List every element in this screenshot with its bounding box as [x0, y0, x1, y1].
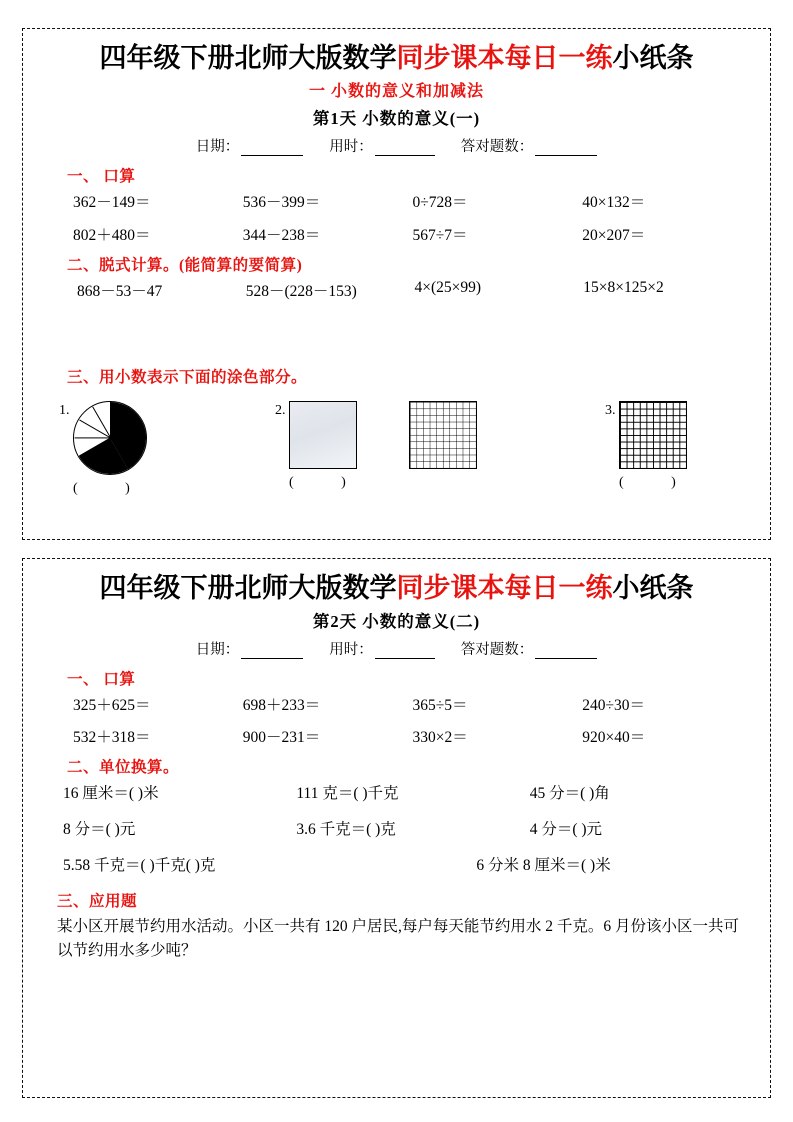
problem-item: 4×(25×99): [414, 279, 482, 297]
sheet2-date-blank[interactable]: [241, 644, 303, 659]
figure-1-block: [59, 401, 253, 497]
sheet1-count-blank[interactable]: [535, 141, 597, 156]
sheet1-section3-heading: 三、用小数表示下面的涂色部分。: [67, 369, 308, 387]
problem-item: 532＋318＝: [73, 729, 151, 747]
sheet1-work-space: [41, 301, 752, 357]
sheet2-count-blank[interactable]: [535, 644, 597, 659]
problem-item: 868－53－47: [77, 283, 163, 301]
sheet2-title-part2: 小纸条: [612, 573, 694, 603]
sheet2-section2-heading: 二、单位换算。: [67, 759, 180, 777]
sheet1-title: [41, 43, 752, 74]
conversion-item[interactable]: 16 厘米＝( )米: [63, 785, 159, 803]
worksheet-sheet-day2: [22, 558, 771, 1098]
sheet1-day-line: 第1天 小数的意义(一): [312, 109, 481, 129]
sheet1-date-blank[interactable]: [241, 141, 303, 156]
figure-2-number: 2.: [275, 403, 286, 419]
sheet2-meta-row: [41, 638, 752, 659]
figure-2-answer-paren[interactable]: ( ): [289, 475, 368, 491]
problem-item: 15×8×125×2: [583, 279, 664, 297]
sheet2-mental-math-grid: [41, 693, 752, 747]
unit-conversion-row: [41, 781, 752, 803]
conversion-item[interactable]: 3.6 千克＝( )克: [296, 821, 396, 839]
problem-item: 325＋625＝: [73, 697, 151, 715]
sheet2-count-field[interactable]: [461, 638, 598, 659]
sheet2-section1-heading: 一、 口算: [67, 671, 136, 689]
sheet2-time-label: 用时：: [329, 642, 373, 659]
conversion-item[interactable]: 111 克＝( )千克: [296, 785, 399, 803]
pie-twelfths-icon: [73, 401, 147, 475]
sheet1-section2-heading: 二、脱式计算。(能简算的要简算): [67, 257, 303, 275]
shaded-square-icon: [289, 401, 357, 469]
sheet1-title-highlight: 同步课本每日一练: [396, 43, 613, 73]
sheet1-unit-line: 一 小数的意义和加减法: [308, 83, 484, 101]
sheet2-day-line: 第2天 小数的意义(二): [312, 612, 481, 632]
conversion-item[interactable]: 4 分＝( )元: [529, 821, 603, 839]
sheet2-section3-heading: 三、应用题: [57, 893, 138, 911]
conversion-item[interactable]: 45 分＝( )角: [529, 785, 610, 803]
sheet2-count-label: 答对题数：: [460, 642, 534, 659]
conversion-item[interactable]: 5.58 千克＝( )千克( )克: [63, 857, 216, 875]
problem-item: 698＋233＝: [242, 697, 321, 715]
problem-item: 40×132＝: [582, 194, 646, 212]
sheet1-time-field[interactable]: [329, 135, 435, 156]
problem-item: 240÷30＝: [582, 697, 646, 715]
worksheet-sheet-day1: [22, 28, 771, 540]
problem-item: 20×207＝: [582, 227, 646, 245]
sheet2-title: [41, 573, 752, 604]
figure-2-block: [275, 401, 409, 491]
problem-item: 330×2＝: [412, 729, 468, 747]
problem-item: 567÷7＝: [412, 227, 468, 245]
conversion-item[interactable]: 8 分＝( )元: [63, 821, 136, 839]
problem-item: 362－149＝: [73, 194, 151, 212]
sheet1-expression-grid: [41, 279, 752, 301]
sheet2-time-blank[interactable]: [375, 644, 435, 659]
sheet1-date-label: 日期：: [195, 139, 240, 156]
problem-item: 900－231＝: [242, 729, 321, 747]
problem-item: 0÷728＝: [412, 194, 468, 212]
figure-1-number: 1.: [59, 403, 70, 419]
figure-3-answer-paren[interactable]: ( ): [619, 475, 698, 491]
sheet1-title-part2: 小纸条: [612, 43, 694, 73]
sheet2-date-field[interactable]: [196, 638, 304, 659]
figure-3-number: 3.: [605, 403, 616, 419]
problem-item: 920×40＝: [582, 729, 646, 747]
figure-1-answer-paren[interactable]: ( ): [73, 481, 152, 497]
unit-conversion-row: [41, 853, 752, 875]
sheet2-title-part1: 四年级下册北师大版数学: [99, 573, 397, 603]
hundred-grid-dark-icon: [619, 401, 687, 469]
sheet1-time-label: 用时：: [329, 139, 373, 156]
sheet2-time-field[interactable]: [329, 638, 435, 659]
problem-item: 802＋480＝: [73, 227, 151, 245]
problem-item: 344－238＝: [242, 227, 321, 245]
sheet1-mental-math-grid: [41, 190, 752, 245]
sheet1-count-label: 答对题数：: [460, 139, 534, 156]
problem-item: 365÷5＝: [412, 697, 468, 715]
figure-3-block: [605, 401, 739, 491]
sheet1-date-field[interactable]: [196, 135, 304, 156]
sheet1-count-field[interactable]: [461, 135, 598, 156]
sheet1-meta-row: [41, 135, 752, 156]
problem-item: 528－(228－153): [245, 283, 357, 301]
sheet2-date-label: 日期：: [195, 642, 240, 659]
unit-conversion-row: [41, 817, 752, 839]
word-problem-text: 某小区开展节约用水活动。小区一共有 120 户居民,每户每天能节约用水 2 千克。6 月份该小区一共可以节约用水多少吨？: [57, 918, 740, 960]
sheet1-section1-heading: 一、 口算: [67, 168, 136, 186]
figure-2b-block: [409, 401, 539, 475]
sheet1-title-part1: 四年级下册北师大版数学: [99, 43, 397, 73]
sheet1-figure-row: [41, 401, 752, 497]
hundred-grid-icon: [409, 401, 477, 469]
conversion-item[interactable]: 6 分米 8 厘米＝( )米: [476, 857, 611, 875]
sheet1-time-blank[interactable]: [375, 141, 435, 156]
sheet2-title-highlight: 同步课本每日一练: [396, 573, 613, 603]
problem-item: 536－399＝: [242, 194, 321, 212]
